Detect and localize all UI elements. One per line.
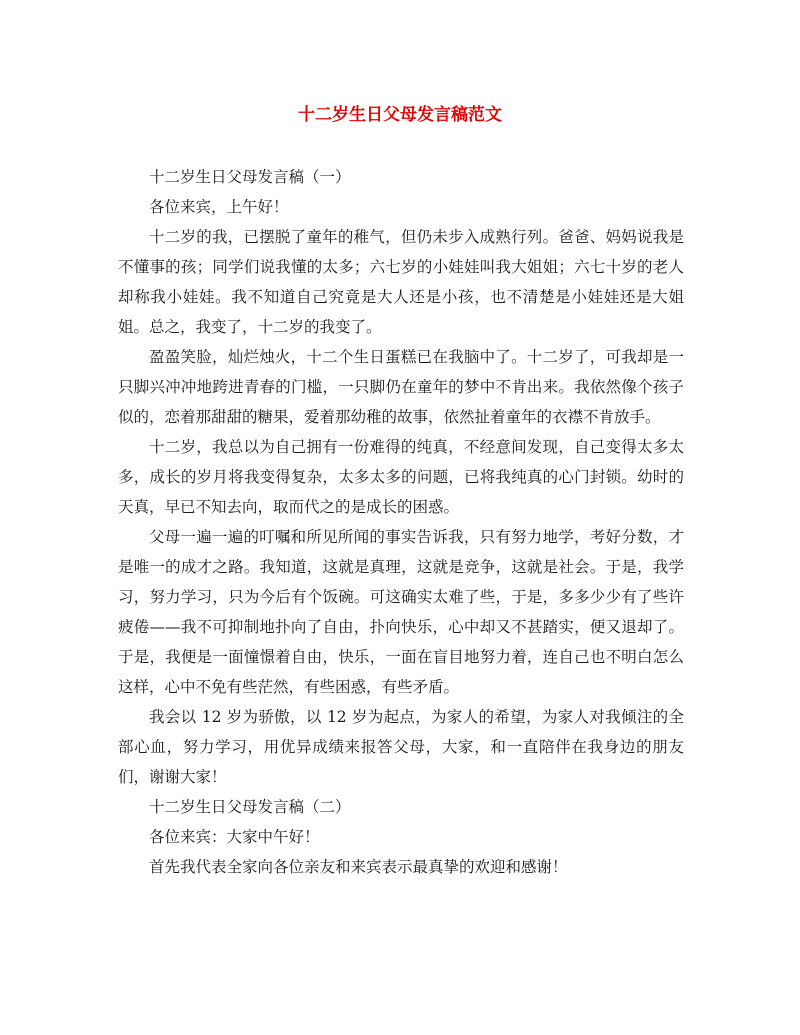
greeting-1: 各位来宾，上午好！ xyxy=(149,198,289,216)
paragraph: 十二岁的我，已摆脱了童年的稚气，但仍未步入成熟行列。爸爸、妈妈说我是不懂事的孩；同学们说我懂的太多；六七岁的小娃娃叫我大姐姐；六七十岁的老人却称我小娃娃。我不知道自己究竟是大人还是小孩，也不清楚是小娃娃还是大姐姐。总之，我变了，十二岁的我变了。 xyxy=(118,228,684,336)
paragraph: 父母一遍一遍的叮嘱和所见所闻的事实告诉我，只有努力地学，考好分数，才是唯一的成才之路。我知道，这就是真理，这就是竞争，这就是社会。于是，我学习，努力学习，只为今后有个饭碗。可这确实太难了些，于是，多多少少有了些许疲倦——我不可抑制地扑向了自由，扑向快乐，心中却又不甚踏实，便又退却了。于是，我便是一面憧憬着自由，快乐，一面在盲目地努力着，连自己也不明白怎么这样，心中不免有些茫然，有些困惑，有些矛盾。 xyxy=(118,528,684,696)
section-heading-1: 十二岁生日父母发言稿（一） xyxy=(149,168,351,186)
greeting-2: 各位来宾：大家中午好！ xyxy=(149,828,320,846)
paragraph: 十二岁，我总以为自己拥有一份难得的纯真，不经意间发现，自己变得太多太多，成长的岁月将我变得复杂，太多太多的问题，已将我纯真的心门封锁。幼时的天真，早已不知去向，取而代之的是成长的困惑。 xyxy=(118,438,684,516)
paragraph: 盈盈笑脸，灿烂烛火，十二个生日蛋糕已在我脑中了。十二岁了，可我却是一只脚兴冲冲地跨进青春的门槛，一只脚仍在童年的梦中不肯出来。我依然像个孩子似的，恋着那甜甜的糖果，爱着那幼稚的故事，依然扯着童年的衣襟不肯放手。 xyxy=(118,348,684,426)
section-heading-2: 十二岁生日父母发言稿（二） xyxy=(149,798,351,816)
document-title: 十二岁生日父母发言稿范文 xyxy=(298,105,502,125)
paragraph: 我会以 12 岁为骄傲，以 12 岁为起点，为家人的希望，为家人对我倾注的全部心血，努力学习，用优异成绩来报答父母，大家，和一直陪伴在我身边的朋友们，谢谢大家！ xyxy=(118,708,684,786)
document-body xyxy=(118,162,684,882)
paragraph: 首先我代表全家向各位亲友和来宾表示最真挚的欢迎和感谢！ xyxy=(149,858,568,876)
